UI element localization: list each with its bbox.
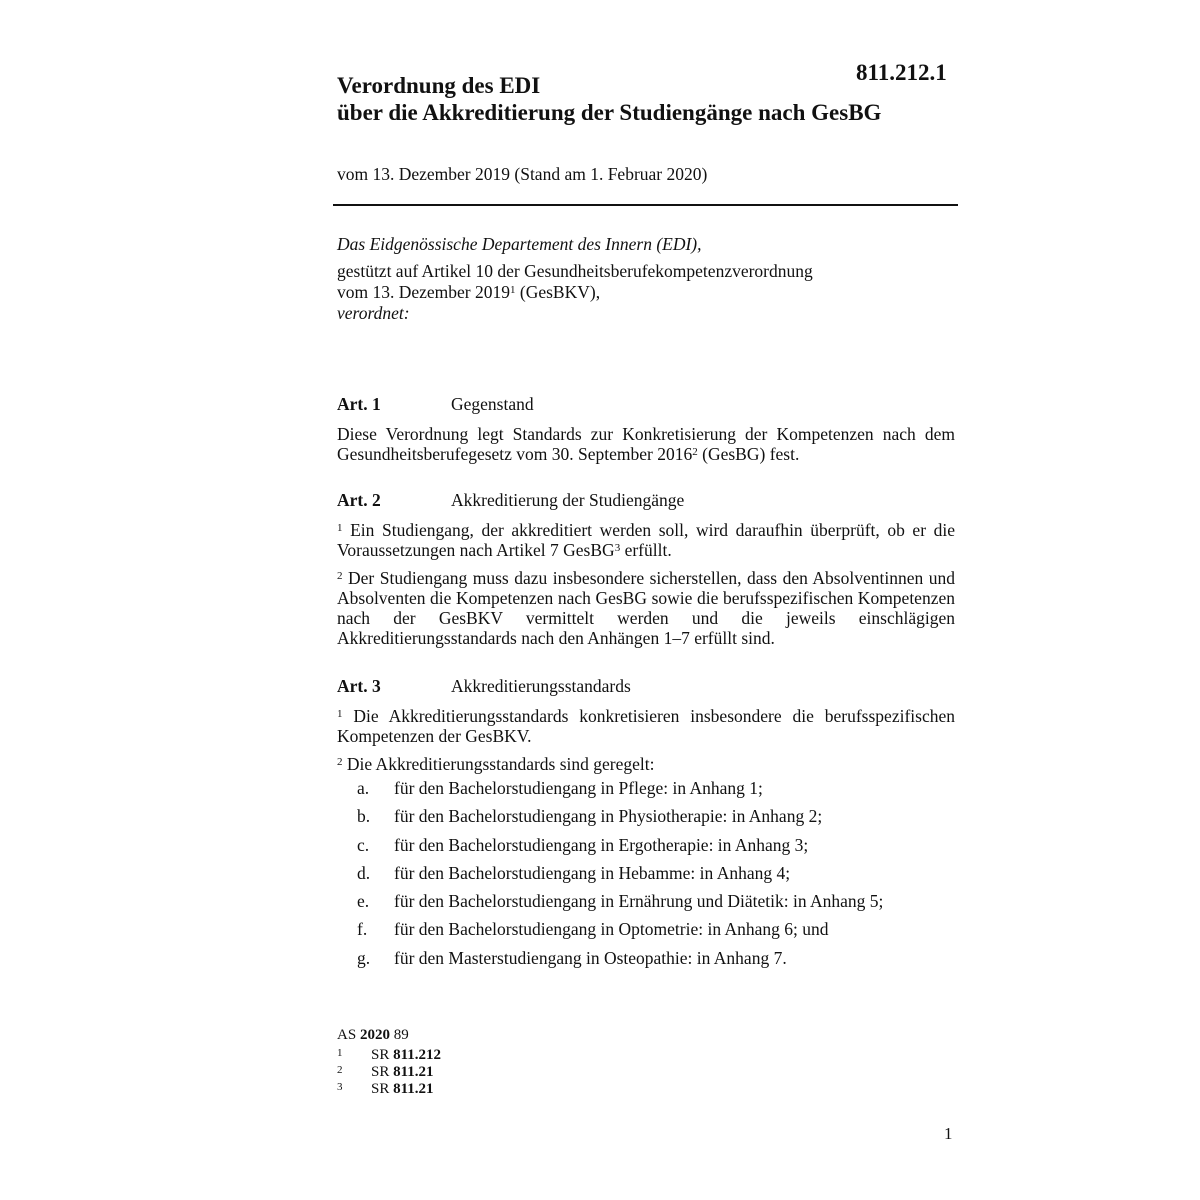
article-3-list <box>337 778 955 976</box>
as-reference <box>337 1027 441 1043</box>
list-item <box>337 891 955 919</box>
list-letter: d. <box>357 862 371 883</box>
article-3-paragraph-2 <box>337 754 955 774</box>
article-3-heading <box>337 676 955 696</box>
title-line-2: über die Akkreditierung der Studiengänge nach GesBG <box>337 100 882 125</box>
footnote-ref[interactable]: 811.212 <box>393 1047 442 1063</box>
footnotes <box>337 1027 441 1098</box>
paragraph-mark: 2 <box>337 570 343 582</box>
preamble-basis-line-2 <box>337 282 957 303</box>
article-2-paragraph-2 <box>337 568 955 648</box>
footnote-mark: 3 <box>337 1081 343 1093</box>
article-1-heading <box>337 394 955 414</box>
footnote-ref[interactable]: 811.21 <box>393 1064 434 1080</box>
preamble-verordnet: verordnet: <box>337 303 410 323</box>
article-2-paragraph-1 <box>337 520 955 560</box>
list-item <box>337 835 955 863</box>
list-text: für den Bachelorstudiengang in Hebamme: in Anhang 4; <box>394 862 791 883</box>
as-year: 2020 <box>359 1027 390 1043</box>
page-number: 1 <box>944 1124 953 1143</box>
footnote-ref-1[interactable]: 1 <box>510 284 516 296</box>
paragraph-mark: 2 <box>337 756 343 768</box>
list-text: für den Bachelorstudiengang in Physiotherapie: in Anhang 2; <box>394 806 823 827</box>
article-1-number: Art. 1 <box>337 394 381 414</box>
list-item <box>337 863 955 891</box>
preamble-authority: Das Eidgenössische Departement des Innern (EDI), <box>337 234 702 254</box>
article-2-para-1-text: Ein Studiengang, der akkreditiert werden soll, wird daraufhin überprüft, ob er die Voraussetzungen nach Artikel 7 GesBG <box>337 520 955 560</box>
footnote-prefix: SR <box>371 1081 390 1097</box>
preamble-basis <box>337 261 957 303</box>
footnote-ref-2[interactable]: 2 <box>692 446 698 458</box>
list-letter: c. <box>357 834 370 855</box>
list-text: für den Bachelorstudiengang in Pflege: in Anhang 1; <box>394 778 763 798</box>
article-2-para-1-suffix: erfüllt. <box>620 540 672 560</box>
basis-line-2-text: vom 13. Dezember 2019 <box>337 282 511 302</box>
article-2-heading <box>337 490 955 510</box>
article-3-title: Akkreditierungsstandards <box>451 676 631 696</box>
article-2-title: Akkreditierung der Studiengänge <box>451 490 685 510</box>
as-prefix: AS <box>337 1027 357 1043</box>
footnote-3 <box>337 1081 441 1098</box>
article-1 <box>337 394 955 472</box>
list-letter: g. <box>357 947 371 968</box>
footnote-mark: 2 <box>337 1064 343 1076</box>
title-line-1: Verordnung des EDI <box>337 73 541 98</box>
article-3 <box>337 676 955 976</box>
footnote-prefix: SR <box>371 1064 390 1080</box>
article-1-text: Diese Verordnung legt Standards zur Konkretisierung der Kompetenzen nach dem Gesundheitsberufegesetz vom 30. September 2016 <box>337 424 955 464</box>
document-title <box>337 72 881 126</box>
as-page: 89 <box>393 1027 409 1043</box>
article-3-paragraph-1 <box>337 706 955 746</box>
article-2-number: Art. 2 <box>337 490 381 510</box>
footnote-mark: 1 <box>337 1047 343 1059</box>
date-line: vom 13. Dezember 2019 (Stand am 1. Februar 2020) <box>337 164 708 184</box>
list-item <box>337 948 955 976</box>
article-2-para-2-text: Der Studiengang muss dazu insbesondere sicherstellen, dass den Absolventinnen und Absolventen die Kompetenzen nach GesBG sowie die berufsspezifischen Kompetenzen nach der GesBKV vermittelt werden und die jeweils einschlägigen Akkreditierungsstandards nach den Anhängen 1–7 erfüllt sind. <box>337 568 955 648</box>
footnote-ref[interactable]: 811.21 <box>393 1081 434 1097</box>
article-2 <box>337 490 955 656</box>
list-text: für den Bachelorstudiengang in Ernährung und Diätetik: in Anhang 5; <box>394 891 884 912</box>
list-letter: f. <box>357 919 368 940</box>
header-rule <box>333 204 958 206</box>
preamble-basis-line-1: gestützt auf Artikel 10 der Gesundheitsberufekompetenzverordnung <box>337 261 813 281</box>
list-text: für den Masterstudiengang in Osteopathie: in Anhang 7. <box>394 947 787 968</box>
article-1-title: Gegenstand <box>451 394 534 414</box>
article-3-number: Art. 3 <box>337 676 381 696</box>
list-item <box>337 919 955 947</box>
footnote-ref-3[interactable]: 3 <box>614 542 621 554</box>
list-item <box>337 806 955 834</box>
article-3-para-2-text: Die Akkreditierungsstandards sind geregelt: <box>342 754 655 774</box>
footnote-prefix: SR <box>371 1047 390 1063</box>
list-text: für den Bachelorstudiengang in Ergotherapie: in Anhang 3; <box>394 834 809 855</box>
basis-line-2-suffix: (GesBKV), <box>515 282 601 302</box>
preamble <box>337 234 957 324</box>
article-1-paragraph <box>337 424 955 464</box>
paragraph-mark: 1 <box>337 708 343 720</box>
list-text: für den Bachelorstudiengang in Optometrie: in Anhang 6; und <box>394 919 829 940</box>
paragraph-mark: 1 <box>337 522 343 534</box>
list-letter: a. <box>357 778 370 798</box>
list-letter: b. <box>357 806 371 827</box>
list-item <box>337 778 955 806</box>
article-3-para-1-text: Die Akkreditierungsstandards konkretisieren insbesondere die berufsspezifischen Kompetenzen der GesBKV. <box>337 706 955 746</box>
list-letter: e. <box>357 891 370 912</box>
sr-number: 811.212.1 <box>856 60 947 85</box>
article-1-text-suffix: (GesBG) fest. <box>697 444 800 464</box>
